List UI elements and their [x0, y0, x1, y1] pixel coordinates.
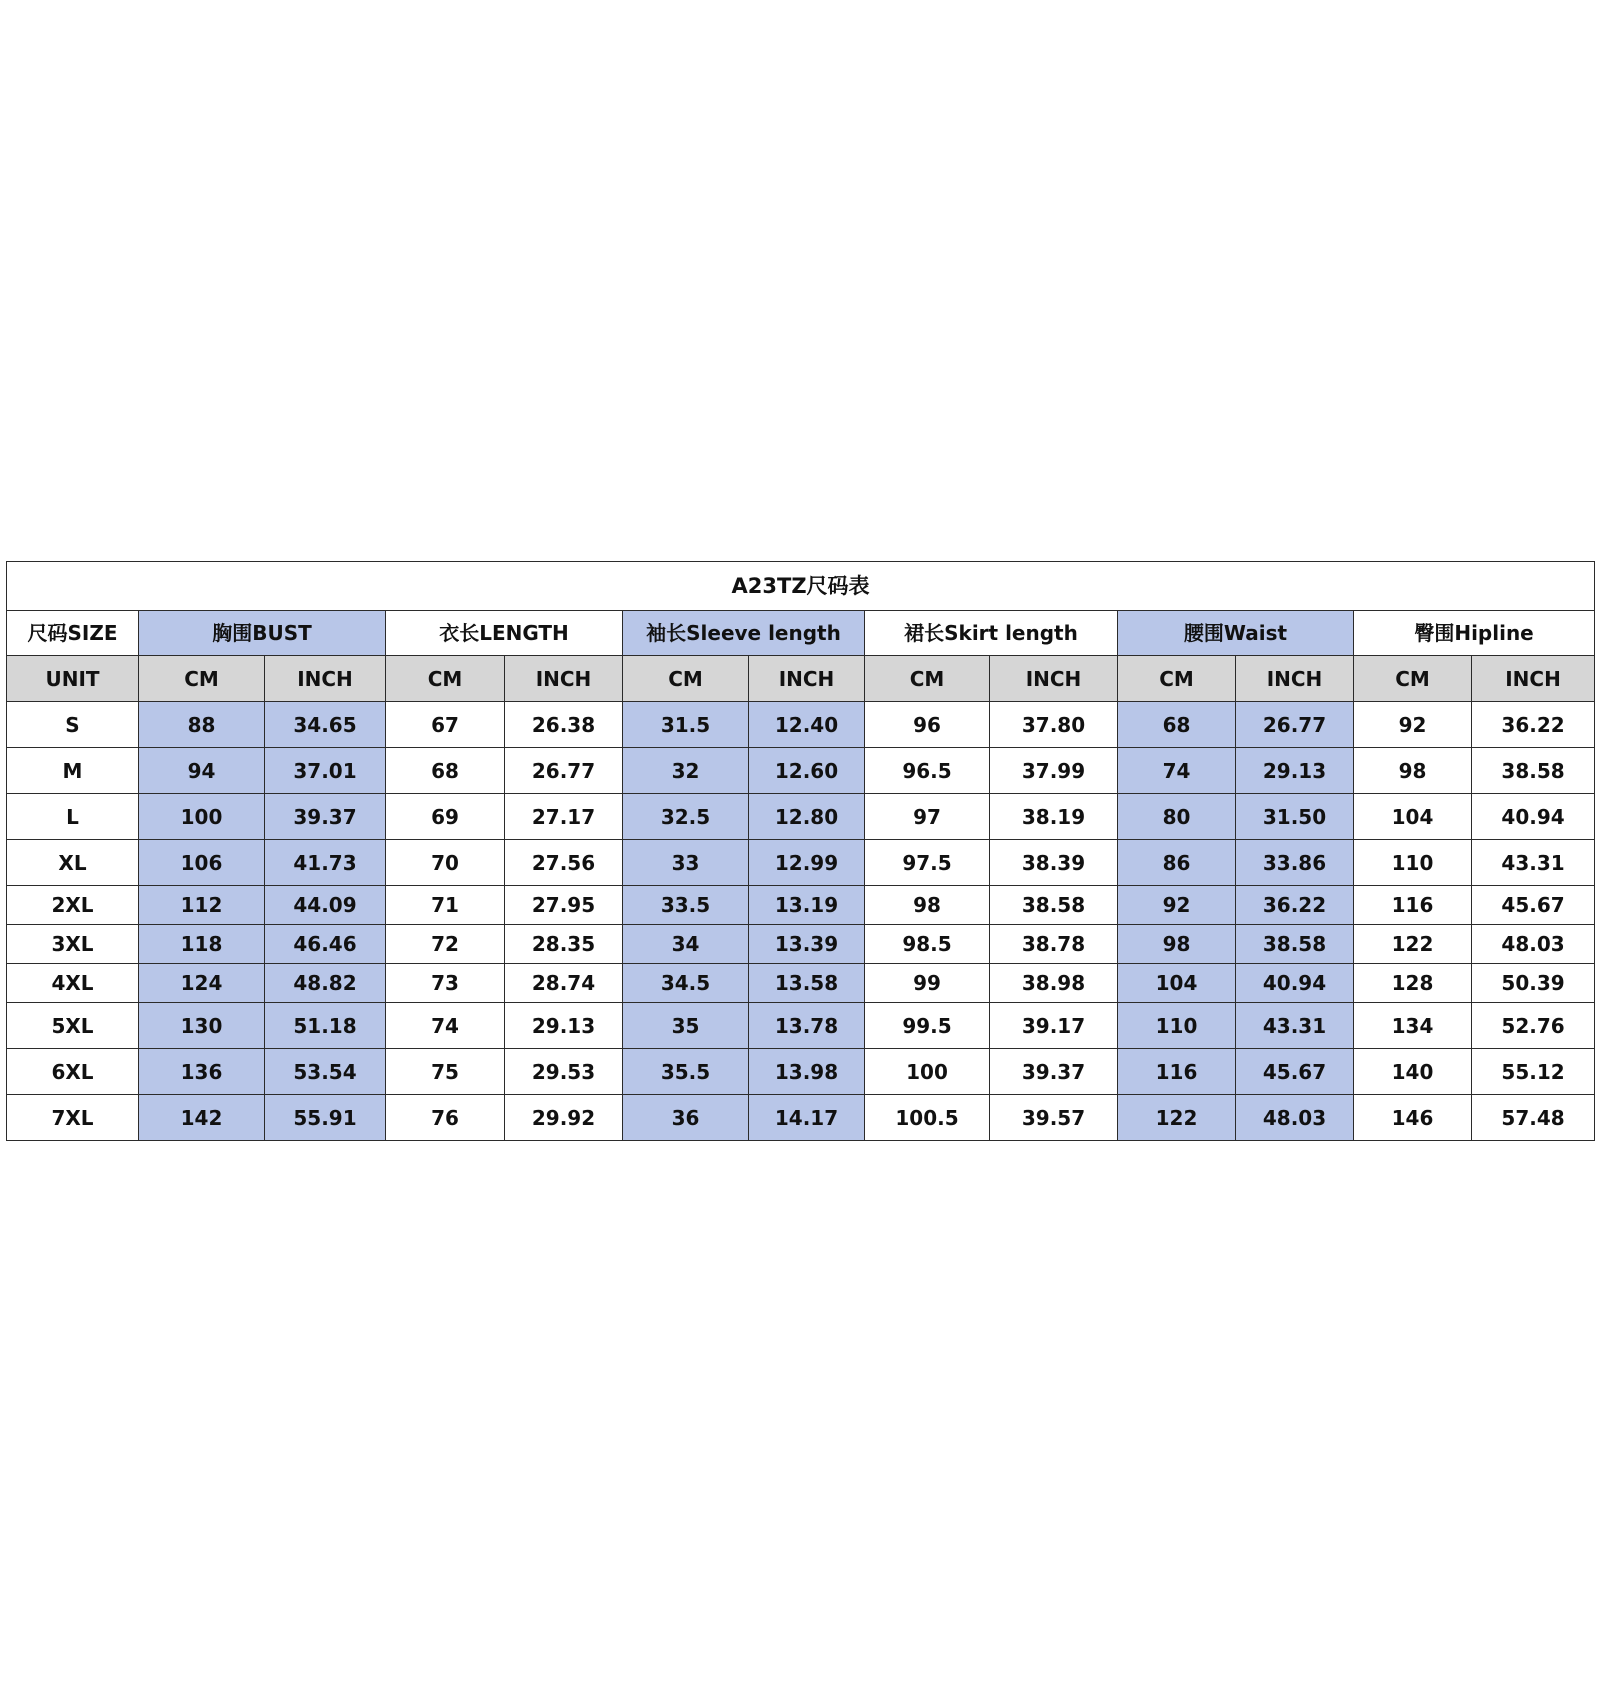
- table-row: [7, 748, 1595, 794]
- size-cell: 7XL: [7, 1095, 139, 1141]
- cm-value-cell: 36: [623, 1095, 749, 1141]
- cm-value-cell: 74: [1118, 748, 1236, 794]
- inch-value-cell: 26.77: [1236, 702, 1354, 748]
- table-title: A23TZ尺码表: [7, 562, 1595, 611]
- inch-value-cell: 39.37: [990, 1049, 1118, 1095]
- inch-value-cell: 26.77: [505, 748, 623, 794]
- inch-value-cell: 29.13: [505, 1003, 623, 1049]
- inch-value-cell: 34.65: [265, 702, 386, 748]
- cm-value-cell: 71: [386, 886, 505, 925]
- inch-value-cell: 29.92: [505, 1095, 623, 1141]
- cm-value-cell: 98: [865, 886, 990, 925]
- inch-value-cell: 38.78: [990, 925, 1118, 964]
- inch-value-cell: 45.67: [1472, 886, 1595, 925]
- table-row: [7, 840, 1595, 886]
- table-row: [7, 702, 1595, 748]
- unit-inch-header: INCH: [990, 656, 1118, 702]
- unit-inch-header: INCH: [265, 656, 386, 702]
- inch-value-cell: 38.58: [1472, 748, 1595, 794]
- inch-value-cell: 28.74: [505, 964, 623, 1003]
- cm-value-cell: 88: [139, 702, 265, 748]
- cm-value-cell: 98: [1118, 925, 1236, 964]
- cm-value-cell: 74: [386, 1003, 505, 1049]
- inch-value-cell: 52.76: [1472, 1003, 1595, 1049]
- inch-value-cell: 36.22: [1236, 886, 1354, 925]
- inch-value-cell: 13.19: [749, 886, 865, 925]
- cm-value-cell: 69: [386, 794, 505, 840]
- inch-value-cell: 55.12: [1472, 1049, 1595, 1095]
- cm-value-cell: 106: [139, 840, 265, 886]
- size-chart-table: [6, 561, 1595, 1141]
- inch-value-cell: 31.50: [1236, 794, 1354, 840]
- size-cell: 5XL: [7, 1003, 139, 1049]
- inch-value-cell: 37.80: [990, 702, 1118, 748]
- inch-value-cell: 37.99: [990, 748, 1118, 794]
- inch-value-cell: 57.48: [1472, 1095, 1595, 1141]
- inch-value-cell: 36.22: [1472, 702, 1595, 748]
- size-cell: L: [7, 794, 139, 840]
- size-cell: 2XL: [7, 886, 139, 925]
- inch-value-cell: 48.03: [1236, 1095, 1354, 1141]
- inch-value-cell: 38.98: [990, 964, 1118, 1003]
- inch-value-cell: 51.18: [265, 1003, 386, 1049]
- unit-inch-header: INCH: [1236, 656, 1354, 702]
- cm-value-cell: 99: [865, 964, 990, 1003]
- inch-value-cell: 13.39: [749, 925, 865, 964]
- cm-value-cell: 140: [1354, 1049, 1472, 1095]
- group-header-length: 衣长LENGTH: [386, 611, 623, 656]
- cm-value-cell: 94: [139, 748, 265, 794]
- unit-inch-header: INCH: [1472, 656, 1595, 702]
- inch-value-cell: 41.73: [265, 840, 386, 886]
- cm-value-cell: 112: [139, 886, 265, 925]
- size-cell: 3XL: [7, 925, 139, 964]
- table-row: [7, 1003, 1595, 1049]
- cm-value-cell: 32.5: [623, 794, 749, 840]
- size-cell: 4XL: [7, 964, 139, 1003]
- cm-value-cell: 96.5: [865, 748, 990, 794]
- cm-value-cell: 97: [865, 794, 990, 840]
- cm-value-cell: 100: [139, 794, 265, 840]
- cm-value-cell: 100: [865, 1049, 990, 1095]
- cm-value-cell: 122: [1354, 925, 1472, 964]
- inch-value-cell: 33.86: [1236, 840, 1354, 886]
- cm-value-cell: 104: [1118, 964, 1236, 1003]
- cm-value-cell: 118: [139, 925, 265, 964]
- cm-value-cell: 99.5: [865, 1003, 990, 1049]
- cm-value-cell: 124: [139, 964, 265, 1003]
- cm-value-cell: 31.5: [623, 702, 749, 748]
- group-header-row: [7, 611, 1595, 656]
- size-cell: S: [7, 702, 139, 748]
- unit-inch-header: INCH: [505, 656, 623, 702]
- table-row: [7, 1049, 1595, 1095]
- cm-value-cell: 122: [1118, 1095, 1236, 1141]
- cm-value-cell: 75: [386, 1049, 505, 1095]
- inch-value-cell: 29.13: [1236, 748, 1354, 794]
- inch-value-cell: 38.58: [990, 886, 1118, 925]
- size-cell: XL: [7, 840, 139, 886]
- unit-inch-header: INCH: [749, 656, 865, 702]
- group-header-skirt-length: 裙长Skirt length: [865, 611, 1118, 656]
- inch-value-cell: 50.39: [1472, 964, 1595, 1003]
- inch-value-cell: 43.31: [1472, 840, 1595, 886]
- cm-value-cell: 72: [386, 925, 505, 964]
- table-row: [7, 925, 1595, 964]
- inch-value-cell: 39.57: [990, 1095, 1118, 1141]
- inch-value-cell: 48.03: [1472, 925, 1595, 964]
- inch-value-cell: 12.80: [749, 794, 865, 840]
- cm-value-cell: 116: [1354, 886, 1472, 925]
- inch-value-cell: 13.78: [749, 1003, 865, 1049]
- inch-value-cell: 45.67: [1236, 1049, 1354, 1095]
- cm-value-cell: 34: [623, 925, 749, 964]
- size-cell: 6XL: [7, 1049, 139, 1095]
- inch-value-cell: 27.56: [505, 840, 623, 886]
- cm-value-cell: 110: [1118, 1003, 1236, 1049]
- unit-cm-header: CM: [1118, 656, 1236, 702]
- inch-value-cell: 28.35: [505, 925, 623, 964]
- cm-value-cell: 130: [139, 1003, 265, 1049]
- inch-value-cell: 55.91: [265, 1095, 386, 1141]
- inch-value-cell: 14.17: [749, 1095, 865, 1141]
- cm-value-cell: 134: [1354, 1003, 1472, 1049]
- inch-value-cell: 26.38: [505, 702, 623, 748]
- inch-value-cell: 44.09: [265, 886, 386, 925]
- cm-value-cell: 70: [386, 840, 505, 886]
- group-header-bust: 胸围BUST: [139, 611, 386, 656]
- table-row: [7, 886, 1595, 925]
- cm-value-cell: 110: [1354, 840, 1472, 886]
- unit-header-row: [7, 656, 1595, 702]
- group-header-hipline: 臀围Hipline: [1354, 611, 1595, 656]
- inch-value-cell: 12.99: [749, 840, 865, 886]
- cm-value-cell: 76: [386, 1095, 505, 1141]
- inch-value-cell: 40.94: [1236, 964, 1354, 1003]
- cm-value-cell: 98: [1354, 748, 1472, 794]
- inch-value-cell: 39.17: [990, 1003, 1118, 1049]
- inch-value-cell: 38.58: [1236, 925, 1354, 964]
- inch-value-cell: 27.17: [505, 794, 623, 840]
- inch-value-cell: 37.01: [265, 748, 386, 794]
- cm-value-cell: 35: [623, 1003, 749, 1049]
- cm-value-cell: 33.5: [623, 886, 749, 925]
- cm-value-cell: 92: [1118, 886, 1236, 925]
- cm-value-cell: 92: [1354, 702, 1472, 748]
- cm-value-cell: 35.5: [623, 1049, 749, 1095]
- cm-value-cell: 136: [139, 1049, 265, 1095]
- inch-value-cell: 13.58: [749, 964, 865, 1003]
- table-row: [7, 964, 1595, 1003]
- cm-value-cell: 98.5: [865, 925, 990, 964]
- cm-value-cell: 146: [1354, 1095, 1472, 1141]
- unit-cm-header: CM: [386, 656, 505, 702]
- group-header-sleeve-length: 袖长Sleeve length: [623, 611, 865, 656]
- inch-value-cell: 40.94: [1472, 794, 1595, 840]
- cm-value-cell: 80: [1118, 794, 1236, 840]
- cm-value-cell: 34.5: [623, 964, 749, 1003]
- unit-cm-header: CM: [1354, 656, 1472, 702]
- unit-cm-header: CM: [865, 656, 990, 702]
- size-header: 尺码SIZE: [7, 611, 139, 656]
- inch-value-cell: 39.37: [265, 794, 386, 840]
- inch-value-cell: 38.39: [990, 840, 1118, 886]
- unit-cm-header: CM: [139, 656, 265, 702]
- inch-value-cell: 27.95: [505, 886, 623, 925]
- unit-cm-header: CM: [623, 656, 749, 702]
- cm-value-cell: 73: [386, 964, 505, 1003]
- cm-value-cell: 142: [139, 1095, 265, 1141]
- inch-value-cell: 29.53: [505, 1049, 623, 1095]
- cm-value-cell: 128: [1354, 964, 1472, 1003]
- cm-value-cell: 104: [1354, 794, 1472, 840]
- inch-value-cell: 38.19: [990, 794, 1118, 840]
- cm-value-cell: 97.5: [865, 840, 990, 886]
- cm-value-cell: 100.5: [865, 1095, 990, 1141]
- table-row: [7, 794, 1595, 840]
- inch-value-cell: 12.40: [749, 702, 865, 748]
- inch-value-cell: 48.82: [265, 964, 386, 1003]
- inch-value-cell: 53.54: [265, 1049, 386, 1095]
- cm-value-cell: 96: [865, 702, 990, 748]
- inch-value-cell: 46.46: [265, 925, 386, 964]
- inch-value-cell: 43.31: [1236, 1003, 1354, 1049]
- cm-value-cell: 68: [1118, 702, 1236, 748]
- cm-value-cell: 32: [623, 748, 749, 794]
- cm-value-cell: 116: [1118, 1049, 1236, 1095]
- unit-label: UNIT: [7, 656, 139, 702]
- cm-value-cell: 68: [386, 748, 505, 794]
- table-row: [7, 1095, 1595, 1141]
- inch-value-cell: 12.60: [749, 748, 865, 794]
- cm-value-cell: 33: [623, 840, 749, 886]
- size-cell: M: [7, 748, 139, 794]
- title-row: [7, 562, 1595, 611]
- cm-value-cell: 67: [386, 702, 505, 748]
- inch-value-cell: 13.98: [749, 1049, 865, 1095]
- group-header-waist: 腰围Waist: [1118, 611, 1354, 656]
- cm-value-cell: 86: [1118, 840, 1236, 886]
